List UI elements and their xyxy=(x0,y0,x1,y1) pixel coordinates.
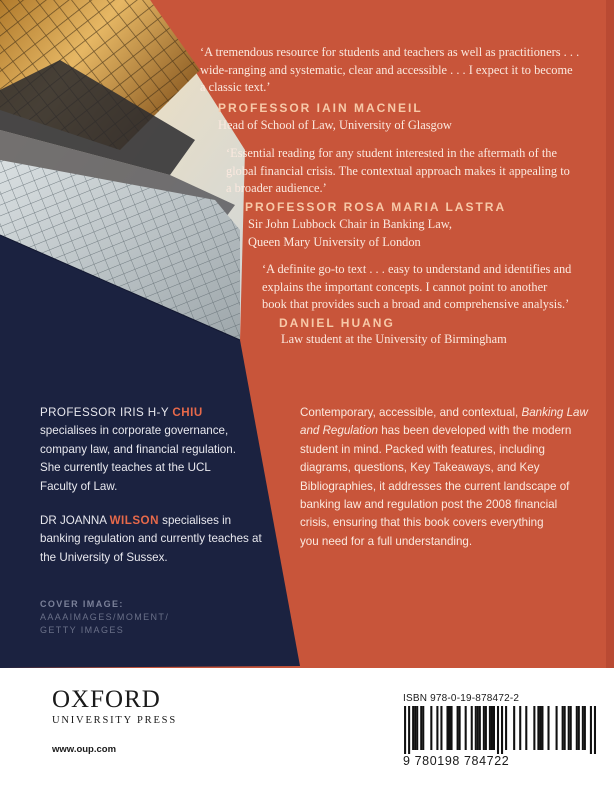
quote-line: ‘A tremendous resource for students and teachers as well as practitioners . . . xyxy=(200,45,580,59)
barcode-bar xyxy=(547,706,549,750)
barcode-bar xyxy=(414,706,416,750)
credit-line: GETTY IMAGES xyxy=(40,625,125,635)
barcode-bar xyxy=(513,706,515,750)
quote-3-text xyxy=(262,261,592,314)
blurb-line: Bibliographies, it addresses the current landscape of xyxy=(300,479,570,493)
role-line: Head of School of Law, University of Glasgow xyxy=(218,118,452,132)
blurb-text: Contemporary, accessible, and contextual, xyxy=(300,406,522,419)
barcode-bar xyxy=(430,706,432,750)
blurb-line: crisis, ensuring that this book covers everything xyxy=(300,516,544,530)
barcode-bar xyxy=(556,706,558,750)
quote-line: global financial crisis. The contextual approach makes it appealing to xyxy=(226,163,570,178)
barcode-bar xyxy=(477,706,479,750)
isbn-digits: 9 780198 784722 xyxy=(403,754,510,768)
barcode-bar xyxy=(576,706,578,750)
barcode-bar xyxy=(539,706,541,750)
barcode-bar xyxy=(541,706,543,750)
barcode-bar xyxy=(451,706,453,750)
barcode-bar xyxy=(457,706,459,750)
barcode-bar xyxy=(459,706,461,750)
barcode-bar xyxy=(471,706,473,750)
publisher-subname: UNIVERSITY PRESS xyxy=(52,715,177,726)
blurb-line xyxy=(300,404,590,422)
publisher-url[interactable]: www.oup.com xyxy=(52,744,117,755)
quote-3-author: DANIEL HUANG xyxy=(279,316,395,330)
author-bio-wilson xyxy=(40,512,290,567)
blurb-line: diagrams, questions, Key Takeaways, and Key xyxy=(300,461,540,475)
bio-line: specialises in corporate governance, xyxy=(40,424,229,438)
barcode-bar xyxy=(408,706,410,754)
bio-line: company law, and financial regulation. xyxy=(40,442,236,456)
author-prefix: PROFESSOR IRIS H-Y xyxy=(40,406,173,419)
barcode-bar xyxy=(446,706,448,750)
barcode-bar xyxy=(404,706,406,754)
author-surname: WILSON xyxy=(109,514,159,527)
barcode-bar xyxy=(578,706,580,750)
bio-line: Faculty of Law. xyxy=(40,479,118,493)
cover-image-credit xyxy=(40,598,240,637)
barcode-bar xyxy=(594,706,596,754)
blurb-line: student in mind. Packed with features, including xyxy=(300,442,545,456)
bio-line: the University of Sussex. xyxy=(40,550,168,564)
barcode-bar xyxy=(505,706,507,750)
barcode-bar xyxy=(479,706,481,750)
bio-line: She currently teaches at the UCL xyxy=(40,461,211,475)
barcode-bar xyxy=(448,706,450,750)
quote-3-role xyxy=(281,331,507,349)
barcode-bar xyxy=(582,706,584,750)
role-line: Queen Mary University of London xyxy=(248,234,421,249)
barcode-bar xyxy=(590,706,592,754)
barcode-bar xyxy=(570,706,572,750)
barcode-bar xyxy=(483,706,485,750)
bio-line: banking regulation and currently teaches at xyxy=(40,532,262,546)
quote-line: ‘Essential reading for any student interested in the aftermath of the xyxy=(226,146,557,160)
barcode xyxy=(400,706,600,754)
quote-2-text xyxy=(226,145,586,198)
barcode-bar xyxy=(416,706,418,750)
quote-1-text xyxy=(200,44,580,97)
quote-line: book that provides such a broad and comprehensive analysis.’ xyxy=(262,297,570,311)
credit-line: AAAAIMAGES/MOMENT/ xyxy=(40,612,170,622)
quote-line: a classic text.’ xyxy=(200,80,271,94)
barcode-bar xyxy=(497,706,499,754)
author-prefix: DR JOANNA xyxy=(40,514,110,527)
blurb-line: you need for a full understanding. xyxy=(300,534,473,548)
barcode-bar xyxy=(584,706,586,750)
barcode-bar xyxy=(422,706,424,750)
barcode-bar xyxy=(489,706,491,750)
barcode-bar xyxy=(436,706,438,750)
book-title-italic: Banking Law xyxy=(521,406,588,419)
author-suffix: specialises in xyxy=(158,514,232,527)
quote-2-role xyxy=(248,216,452,251)
barcode-bar xyxy=(475,706,477,750)
barcode-bar xyxy=(533,706,535,750)
author-bio-chiu xyxy=(40,404,290,496)
barcode-bar xyxy=(568,706,570,750)
barcode-bar xyxy=(412,706,414,750)
quote-1-role xyxy=(218,117,452,135)
barcode-bar xyxy=(564,706,566,750)
isbn-label: ISBN 978-0-19-878472-2 xyxy=(403,693,520,704)
barcode-bar xyxy=(501,706,503,754)
blurb-line xyxy=(300,422,590,440)
quote-line: ‘A definite go-to text . . . easy to understand and identifies and xyxy=(262,262,572,276)
barcode-bar xyxy=(420,706,422,750)
spine-edge xyxy=(606,0,614,668)
credit-label: COVER IMAGE: xyxy=(40,599,124,609)
blurb-text: has been developed with the modern xyxy=(378,424,572,438)
blurb-line: banking law and regulation post the 2008 financial xyxy=(300,498,558,512)
barcode-bar xyxy=(491,706,493,750)
book-blurb xyxy=(300,404,590,551)
barcode-bar xyxy=(519,706,521,750)
bio-first-line xyxy=(40,512,290,530)
author-surname: CHIU xyxy=(172,406,203,419)
publisher-logo: OXFORD xyxy=(52,686,161,713)
barcode-bar xyxy=(485,706,487,750)
barcode-bar xyxy=(525,706,527,750)
quote-line: explains the important concepts. I cannot point to another xyxy=(262,279,548,294)
book-title-italic: and Regulation xyxy=(300,424,378,438)
quote-2-author: PROFESSOR ROSA MARIA LASTRA xyxy=(245,200,507,214)
bio-first-line xyxy=(40,404,290,422)
barcode-bar xyxy=(562,706,564,750)
barcode-bar xyxy=(465,706,467,750)
quote-line: a broader audience.’ xyxy=(226,181,327,195)
quote-line: wide-ranging and systematic, clear and accessible . . . I expect it to become xyxy=(200,62,573,77)
role-line: Law student at the University of Birmingham xyxy=(281,332,507,346)
quote-1-author: PROFESSOR IAIN MACNEIL xyxy=(218,101,423,115)
barcode-bar xyxy=(493,706,495,750)
barcode-bar xyxy=(440,706,442,750)
barcode-bar xyxy=(537,706,539,750)
role-line: Sir John Lubbock Chair in Banking Law, xyxy=(248,217,452,231)
